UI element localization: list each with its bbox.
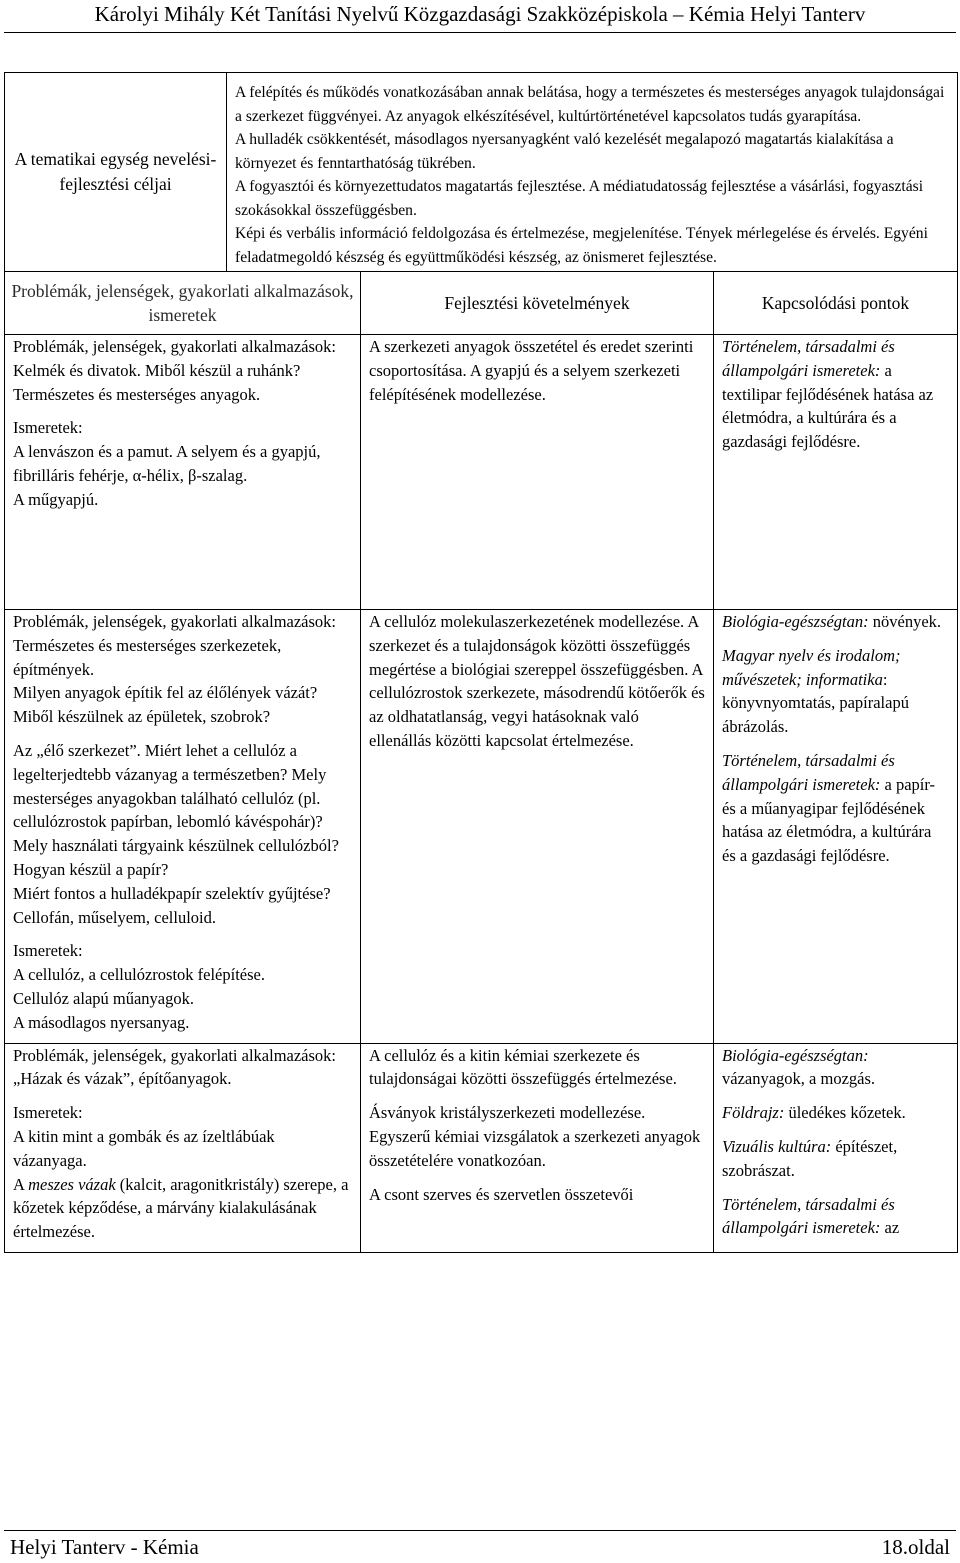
connection-subject: Földrajz: bbox=[722, 1103, 785, 1123]
aims-row bbox=[5, 73, 958, 272]
know-label: Ismeretek: bbox=[13, 1103, 83, 1123]
footer-rule bbox=[4, 1530, 956, 1531]
aims-label-cell bbox=[5, 73, 227, 272]
connection-subject: Történelem, társadalmi és állampolgári ismeretek: bbox=[722, 337, 895, 380]
page-header bbox=[0, 0, 960, 34]
know-text: A másodlagos nyersanyag. bbox=[13, 1012, 190, 1032]
connection-subject: Vizuális kultúra: bbox=[722, 1136, 832, 1156]
connection-item bbox=[722, 749, 949, 868]
connection-text: a papír- és a műanyagipar fejlődésének hatása az életmódra, a kultúrára és a gazdasági fejlődésre. bbox=[722, 774, 936, 866]
connection-text: vázanyagok, a mozgás. bbox=[722, 1069, 876, 1089]
connection-item bbox=[722, 1101, 949, 1125]
aims-line: A hulladék csökkentését, másodlagos nyersanyagként való kezelését megalapozó magatartás kialakítása a környezet és fenntarthatóság tükrében. bbox=[235, 131, 894, 172]
requirements-text: A cellulóz molekulaszerkezetének modellezése. A szerkezet és a tulajdonságok közötti összefüggés megértése a biológiai szereppel összefüggésben. A cellulózrostok szerkezete, másodrendű kötőerők és az oldhatatlanság, vegyi hatásoknak való ellenállás közötti kapcsolat értelmezése. bbox=[369, 612, 705, 750]
problems-cell bbox=[5, 1043, 361, 1252]
requirements-cell bbox=[361, 335, 714, 610]
aims-line: A felépítés és működés vonatkozásában annak belátása, hogy a természetes és mesterséges anyagok tulajdonságai a szerkezet függvényei. Az anyagok elkészítésével, kultúrtörténetével kapcsolatos tudás gyarapítása. bbox=[235, 84, 945, 125]
requirements-text: Ásványok kristályszerkezeti modellezése. Egyszerű kémiai vizsgálatok a szerkezeti anyagok összetételére vonatkozóan. bbox=[369, 1103, 701, 1170]
col-header-problems: Problémák, jelenségek, gyakorlati alkalmazások, ismeretek bbox=[5, 272, 361, 335]
aims-label: A tematikai egység nevelési-fejlesztési céljai bbox=[14, 149, 217, 194]
connection-text: üledékes kőzetek. bbox=[784, 1103, 906, 1123]
prob-text: Miért fontos a hulladékpapír szelektív gyűjtése? bbox=[13, 883, 331, 903]
prob-text: „Házak és vázak”, építőanyagok. bbox=[13, 1069, 232, 1089]
prob-label: Problémák, jelenségek, gyakorlati alkalmazások: bbox=[13, 337, 337, 356]
connection-text: az bbox=[880, 1218, 900, 1238]
prob-label: Problémák, jelenségek, gyakorlati alkalmazások: bbox=[13, 1045, 337, 1065]
problems-cell bbox=[5, 335, 361, 610]
connection-item bbox=[722, 610, 949, 634]
prob-text: Mely használati tárgyaink készülnek cellulózból? Hogyan készül a papír? bbox=[13, 836, 339, 879]
know-emphasis: meszes vázak bbox=[28, 1174, 116, 1194]
requirements-cell bbox=[361, 1043, 714, 1252]
know-label: Ismeretek: bbox=[13, 941, 83, 961]
col-header-requirements: Fejlesztési követelmények bbox=[361, 272, 714, 335]
connection-text: : könyvnyomtatás, papíralapú ábrázolás. bbox=[722, 669, 909, 737]
connection-text: növények. bbox=[868, 612, 942, 631]
know-text: A kitin mint a gombák és az ízeltlábúak vázanyaga. bbox=[13, 1126, 275, 1170]
connection-item bbox=[722, 1044, 949, 1092]
col-header-connections: Kapcsolódási pontok bbox=[714, 272, 958, 335]
connection-text: a textilipar fejlődésének hatása az életmódra, a kultúrára és a gazdasági fejlődésre. bbox=[722, 360, 934, 452]
know-text: A műgyapjú. bbox=[13, 489, 99, 509]
prob-text: Kelmék és divatok. Miből készül a ruhánk? Természetes és mesterséges anyagok. bbox=[13, 360, 301, 404]
table-row bbox=[5, 335, 958, 610]
connection-subject: Biológia-egészségtan: bbox=[722, 1045, 869, 1065]
column-header-row bbox=[5, 272, 958, 335]
connection-item bbox=[722, 335, 949, 454]
header-title: Károlyi Mihály Két Tanítási Nyelvű Közgazdasági Szakközépiskola – Kémia Helyi Tanterv bbox=[94, 2, 866, 26]
header-rule bbox=[4, 32, 956, 33]
connection-item bbox=[722, 1193, 949, 1241]
aims-text-cell bbox=[227, 73, 958, 272]
requirements-text: A cellulóz és a kitin kémiai szerkezete és tulajdonságai közötti összefüggés értelmezése. bbox=[369, 1045, 677, 1089]
connection-item bbox=[722, 644, 949, 739]
prob-text: Az „élő szerkezet”. Miért lehet a cellulóz a legelterjedtebb vázanyag a természetben? Mely mesterséges anyagokban található cellulóz (pl. cellulózrostok papírban, lebomló kávéspohár)? bbox=[13, 740, 327, 832]
connections-cell bbox=[714, 610, 958, 1044]
know-text: A lenvászon és a pamut. A selyem és a gyapjú, fibrilláris fehérje, α-hélix, β-szalag. bbox=[13, 442, 321, 485]
aims-line: A fogyasztói és környezettudatos magatartás fejlesztése. A médiatudatosság fejlesztése a vásárlási, fogyasztási szokásokkal összefüggésben. bbox=[235, 178, 924, 219]
requirements-text: A szerkezeti anyagok összetétel és eredet szerinti csoportosítása. A gyapjú és a selyem szerkezeti felépítésének modellezése. bbox=[369, 337, 694, 404]
know-text: Cellulóz alapú műanyagok. bbox=[13, 988, 194, 1008]
connection-subject: Biológia-egészségtan: bbox=[722, 612, 869, 631]
connection-subject: Történelem, társadalmi és állampolgári ismeretek: bbox=[722, 750, 895, 794]
prob-text: Természetes és mesterséges szerkezetek, építmények. bbox=[13, 635, 282, 679]
connection-item bbox=[722, 1135, 949, 1183]
problems-cell bbox=[5, 610, 361, 1044]
connection-text: építészet, szobrászat. bbox=[722, 1136, 898, 1180]
prob-label: Problémák, jelenségek, gyakorlati alkalmazások: bbox=[13, 612, 337, 631]
connections-cell bbox=[714, 1043, 958, 1252]
page-number: 18.oldal bbox=[881, 1535, 950, 1559]
requirements-text: A csont szerves és szervetlen összetevői bbox=[369, 1184, 634, 1204]
know-label: Ismeretek: bbox=[13, 418, 83, 438]
connection-subject: Történelem, társadalmi és állampolgári ismeretek: bbox=[722, 1194, 895, 1238]
curriculum-table bbox=[4, 72, 958, 1253]
know-text: A cellulóz, a cellulózrostok felépítése. bbox=[13, 965, 265, 985]
connections-cell bbox=[714, 335, 958, 610]
aims-line: Képi és verbális információ feldolgozása és értelmezése, megjelenítése. Tények mérlegelése és érvelés. Egyéni feladatmegoldó készség és együttműködési készség, az önismeret fejlesztése. bbox=[235, 225, 928, 266]
know-text: A meszes vázak (kalcit, aragonitkristály) szerepe, a kőzetek képződése, a márvány kialakulásának értelmezése. bbox=[13, 1174, 349, 1242]
connection-subject: Magyar nyelv és irodalom; művészetek; informatika bbox=[722, 645, 901, 689]
table-row bbox=[5, 1043, 958, 1252]
prob-text: Cellofán, műselyem, celluloid. bbox=[13, 907, 216, 927]
table-row bbox=[5, 610, 958, 1044]
footer-left: Helyi Tanterv - Kémia bbox=[10, 1535, 199, 1559]
page-footer bbox=[10, 1534, 950, 1560]
requirements-cell bbox=[361, 610, 714, 1044]
prob-text: Milyen anyagok építik fel az élőlények vázát? Miből készülnek az épületek, szobrok? bbox=[13, 683, 318, 727]
